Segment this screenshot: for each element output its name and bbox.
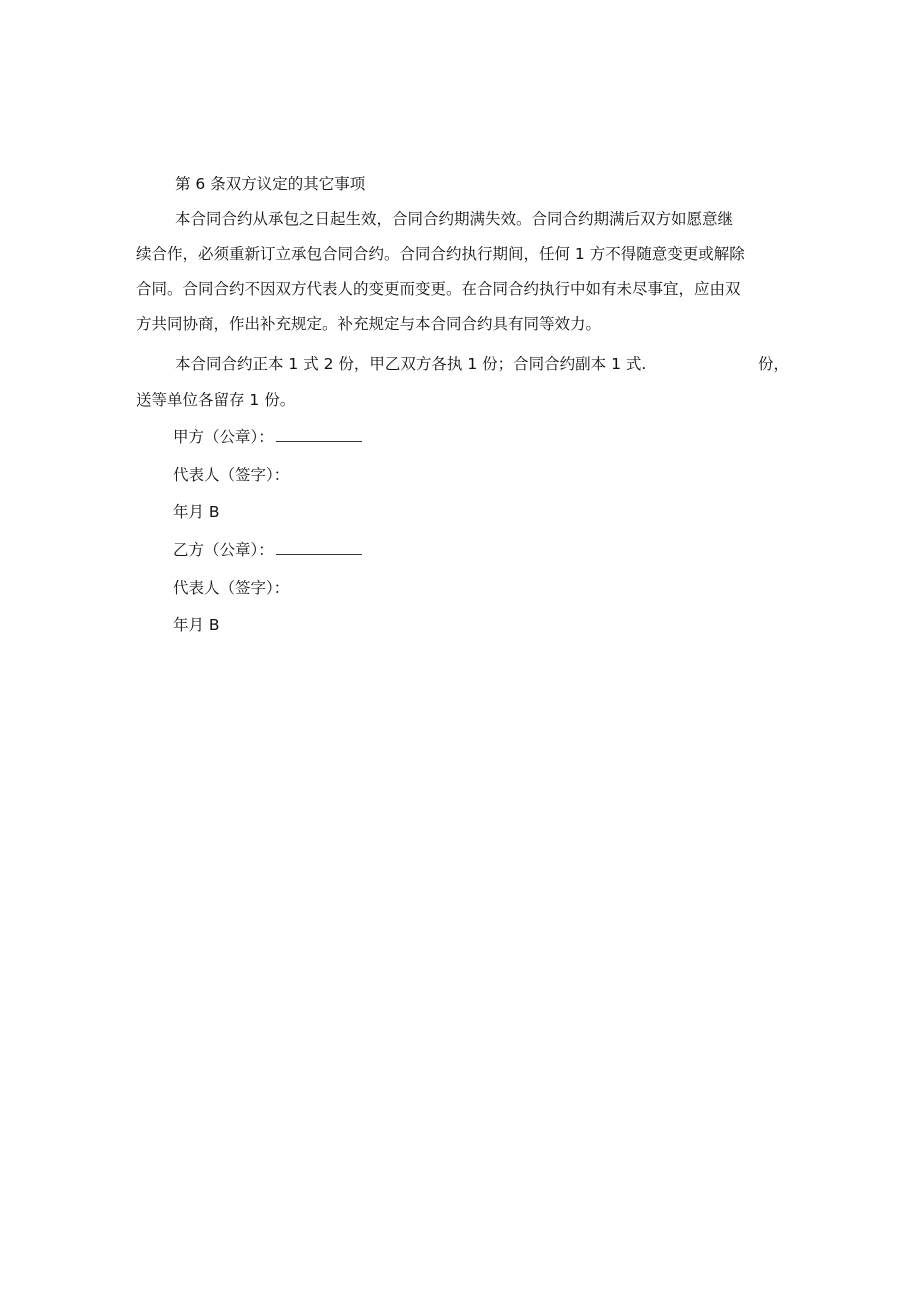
paragraph-1-line-3: 合同。合同合约不因双方代表人的变更而变更。在合同合约执行中如有未尽事宜，应由双 — [136, 280, 741, 298]
party-b-representative: 代表人（签字）： — [173, 579, 290, 597]
article-heading: 第 6 条双方议定的其它事项 — [175, 175, 366, 193]
party-b-seal-row — [173, 540, 362, 560]
party-a-date: 年月 B — [173, 503, 220, 521]
party-b-seal-blank[interactable] — [276, 540, 362, 555]
paragraph-1-line-1: 本合同合约从承包之日起生效，合同合约期满失效。合同合约期满后双方如愿意继 — [175, 210, 734, 228]
party-a-representative: 代表人（签字）： — [173, 466, 290, 484]
party-a-seal-blank[interactable] — [276, 427, 362, 442]
paragraph-2-line-1: 本合同合约正本 1 式 2 份，甲乙双方各执 1 份；合同合约副本 1 式. — [175, 355, 647, 373]
party-a-seal-label: 甲方（公章）： — [173, 428, 274, 446]
paragraph-2-line-2: 送等单位各留存 1 份。 — [136, 391, 296, 409]
party-b-seal-label: 乙方（公章）： — [173, 541, 274, 559]
copies-unit-text: 份， — [758, 355, 790, 373]
party-b-date: 年月 B — [173, 616, 220, 634]
paragraph-1-line-2: 续合作，必须重新订立承包合同合约。合同合约执行期间，任何 1 方不得随意变更或解除 — [136, 245, 745, 263]
paragraph-1-line-4: 方共同协商，作出补充规定。补充规定与本合同合约具有同等效力。 — [136, 315, 602, 333]
party-a-seal-row — [173, 427, 362, 447]
